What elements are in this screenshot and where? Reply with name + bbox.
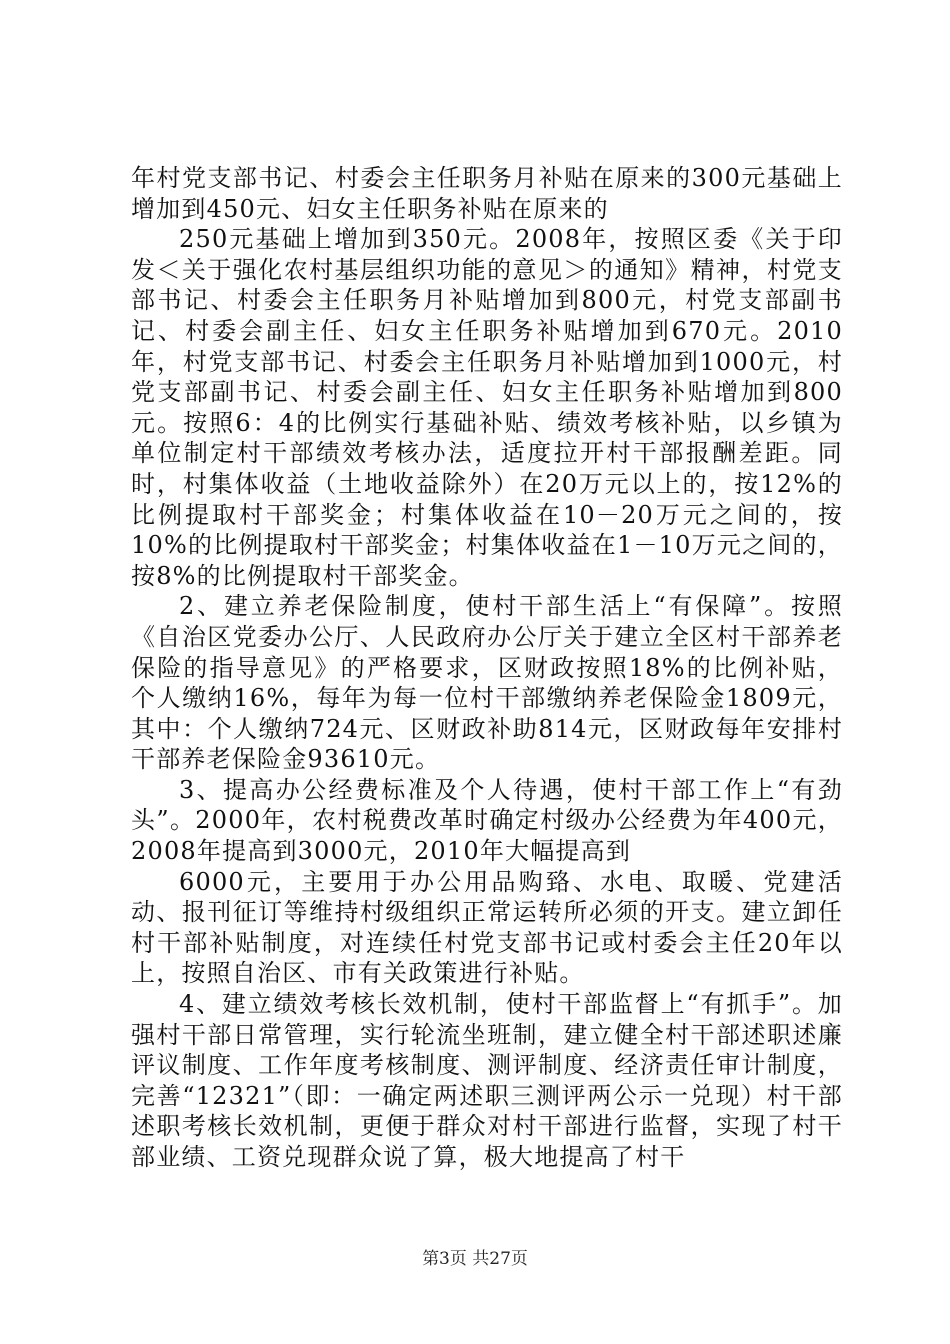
document-body bbox=[131, 163, 843, 1173]
paragraph-5: 6000元，主要用于办公用品购臵、水电、取暖、党建活动、报刊征订等维持村级组织正常运转所必须的开支。建立卸任村干部补贴制度，对连续任村党支部书记或村委会主任20年以上，按照自治区、市有关政策进行补贴。 bbox=[131, 867, 843, 988]
page-number-footer: 第3页 共27页 bbox=[422, 1249, 528, 1269]
paragraph-4: 3、提高办公经费标准及个人待遇，使村干部工作上“有劲头”。2000年，农村税费改革时确定村级办公经费为年400元，2008年提高到3000元，2010年大幅提高到 bbox=[131, 775, 843, 866]
paragraph-6: 4、建立绩效考核长效机制，使村干部监督上“有抓手”。加强村干部日常管理，实行轮流坐班制，建立健全村干部述职述廉评议制度、工作年度考核制度、测评制度、经济责任审计制度，完善“12321”（即：一确定两述职三测评两公示一兑现）村干部述职考核长效机制，更便于群众对村干部进行监督，实现了村干部业绩、工资兑现群众说了算，极大地提高了村干 bbox=[131, 990, 843, 1171]
paragraph-3: 2、建立养老保险制度，使村干部生活上“有保障”。按照《自治区党委办公厅、人民政府办公厅关于建立全区村干部养老保险的指导意见》的严格要求，区财政按照18%的比例补贴，个人缴纳16%，每年为每一位村干部缴纳养老保险金1809元，其中：个人缴纳724元、区财政补助814元，区财政每年安排村干部养老保险金93610元。 bbox=[131, 592, 843, 774]
paragraph-1: 年村党支部书记、村委会主任职务月补贴在原来的300元基础上增加到450元、妇女主任职务补贴在原来的 bbox=[131, 164, 843, 223]
paragraph-2: 250元基础上增加到350元。2008年，按照区委《关于印发＜关于强化农村基层组织功能的意见＞的通知》精神，村党支部书记、村委会主任职务月补贴增加到800元，村党支部副书记、村委会副主任、妇女主任职务补贴增加到670元。2010年，村党支部书记、村委会主任职务月补贴增加到1000元，村党支部副书记、村委会副主任、妇女主任职务补贴增加到800元。按照6：4的比例实行基础补贴、绩效考核补贴，以乡镇为单位制定村干部绩效考核办法，适度拉开村干部报酬差距。同时，村集体收益（土地收益除外）在20万元以上的，按12%的比例提取村干部奖金；村集体收益在10－20万元之间的，按10%的比例提取村干部奖金；村集体收益在1－10万元之间的，按8%的比例提取村干部奖金。 bbox=[131, 225, 843, 590]
